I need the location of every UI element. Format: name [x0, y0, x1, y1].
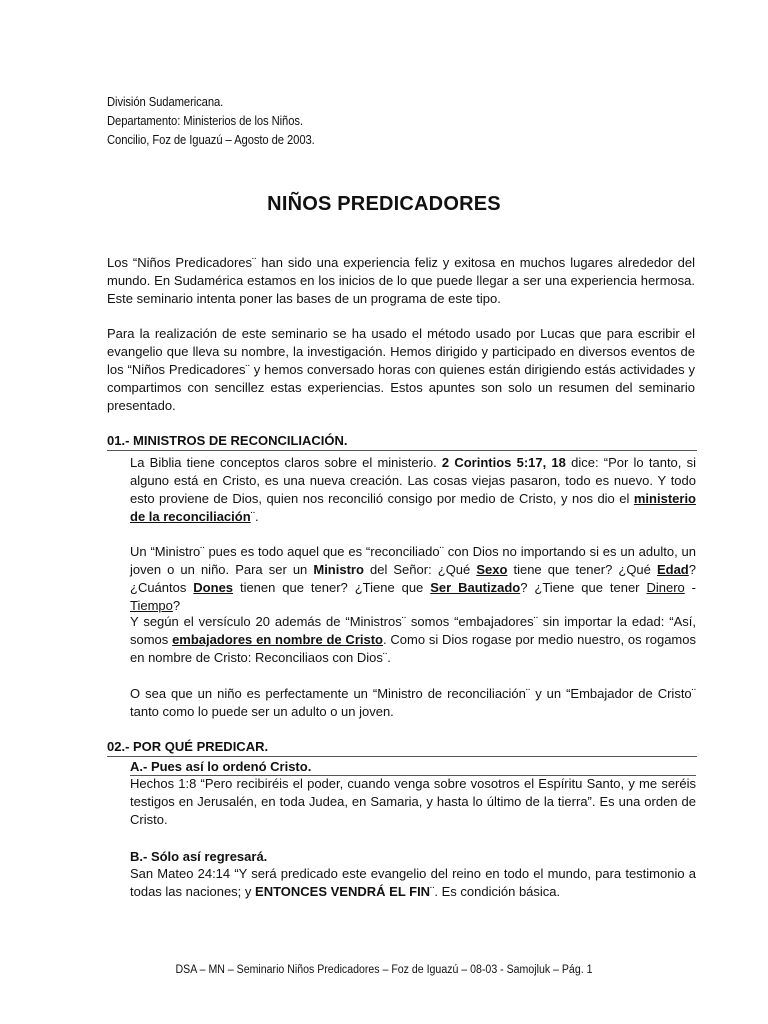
section-1-paragraph-3 — [130, 613, 696, 667]
intro-paragraph-2: Para la realización de este seminario se ha usado el método usado por Lucas que para escribir el evangelio que lleva su nombre, la investigación. Hemos dirigido y participado en diversos eventos de los “Niños Predicadores¨ y hemos conversado horas con quienes están dirigiendo estás actividades y compartimos con sencillez estas experiencias. Estos apuntes son solo un resumen del seminario presentado. — [107, 326, 695, 413]
text: ¨. Es condición básica. — [430, 884, 561, 899]
bible-reference: 2 Corintios 5:17, 18 — [441, 455, 566, 470]
intro-paragraph-1: Los “Niños Predicadores¨ han sido una experiencia feliz y exitosa en muchos lugares alrededor del mundo. En Sudamérica estamos en los inicios de lo que puede llegar a ser una experiencia hermosa. Este seminario intenta poner las bases de un programa de este tipo. — [107, 255, 695, 306]
text: dice: “Por lo tanto, si alguno está en Cristo, es una nueva creación. Las cosas viejas pasaron, todo es nuevo. Y todo esto proviene de Dios, quien nos reconcilió consigo por medio de Cristo, y nos dio el — [130, 455, 696, 506]
text: Y según el versículo 20 además de “Ministros¨ somos “embajadores¨ sin importar la edad: “Así, somos — [130, 614, 696, 647]
text: tiene que tener? ¿Qué — [507, 562, 657, 577]
text: San Mateo 24:14 “Y será predicado este evangelio del reino en todo el mundo, para testimonio a todas las naciones; y — [130, 866, 696, 899]
text: ¨. — [250, 509, 259, 524]
emphasis-text: Dones — [193, 580, 234, 595]
text: ? ¿Tiene que tener — [520, 580, 647, 595]
emphasis-text: ministerio de la reconciliación — [130, 491, 696, 524]
emphasis-text: Tiempo — [130, 598, 173, 613]
document-header — [107, 93, 315, 150]
emphasis-text: Ser Bautizado — [430, 580, 521, 595]
text: Un “Ministro¨ pues es todo aquel que es “reconciliado¨ con Dios no importando si es un adulto, un joven o un niño. Para ser un — [130, 544, 696, 577]
text: - — [684, 580, 697, 595]
header-council: Concilio, Foz de Iguazú – Agosto de 2003. — [107, 133, 315, 147]
section-2-subheading-a: A.- Pues así lo ordenó Cristo. — [130, 758, 696, 776]
section-1-heading: 01.- MINISTROS DE RECONCILIACIÓN. — [107, 432, 697, 451]
emphasis-text: Sexo — [476, 562, 508, 577]
page-footer: DSA – MN – Seminario Niños Predicadores – Foz de Iguazú – 08-03 - Samojluk – Pág. 1 — [175, 964, 593, 976]
emphasis-text: Dinero — [646, 580, 685, 595]
document-title: NIÑOS PREDICADORES — [267, 193, 501, 215]
text: tienen que tener? ¿Tiene que — [233, 580, 431, 595]
header-department: Departamento: Ministerios de los Niños. — [107, 114, 303, 128]
section-2-heading: 02.- POR QUÉ PREDICAR. — [107, 738, 697, 757]
text: ? — [172, 598, 181, 613]
section-2-paragraph-a: Hechos 1:8 “Pero recibiréis el poder, cuando venga sobre vosotros el Espíritu Santo, y me seréis testigos en Jerusalén, en toda Judea, en Samaria, y hasta lo último de la tierra”. Es una orden de Cristo. — [130, 776, 696, 827]
emphasis-text: embajadores en nombre de Cristo — [172, 632, 383, 647]
section-1-paragraph-1 — [130, 454, 696, 526]
emphasis-text: Ministro — [313, 562, 364, 577]
text: ? ¿Cuántos — [130, 562, 696, 595]
header-division: División Sudamericana. — [107, 95, 224, 109]
text: La Biblia tiene conceptos claros sobre el ministerio. — [130, 455, 442, 470]
text: del Señor: ¿Qué — [363, 562, 477, 577]
emphasis-text: Edad — [656, 562, 689, 577]
text: . Como si Dios rogase por medio nuestro, os rogamos en nombre de Cristo: Reconciliaos con Dios¨. — [130, 632, 696, 665]
section-1-paragraph-2 — [130, 543, 696, 615]
section-2-subheading-b: B.- Sólo así regresará. — [130, 849, 268, 864]
section-2-paragraph-b — [130, 865, 696, 901]
emphasis-text: ENTONCES VENDRÁ EL FIN — [255, 884, 431, 899]
section-1-paragraph-4: O sea que un niño es perfectamente un “Ministro de reconciliación¨ y un “Embajador de Cristo¨ tanto como lo puede ser un adulto o un joven. — [130, 686, 696, 719]
